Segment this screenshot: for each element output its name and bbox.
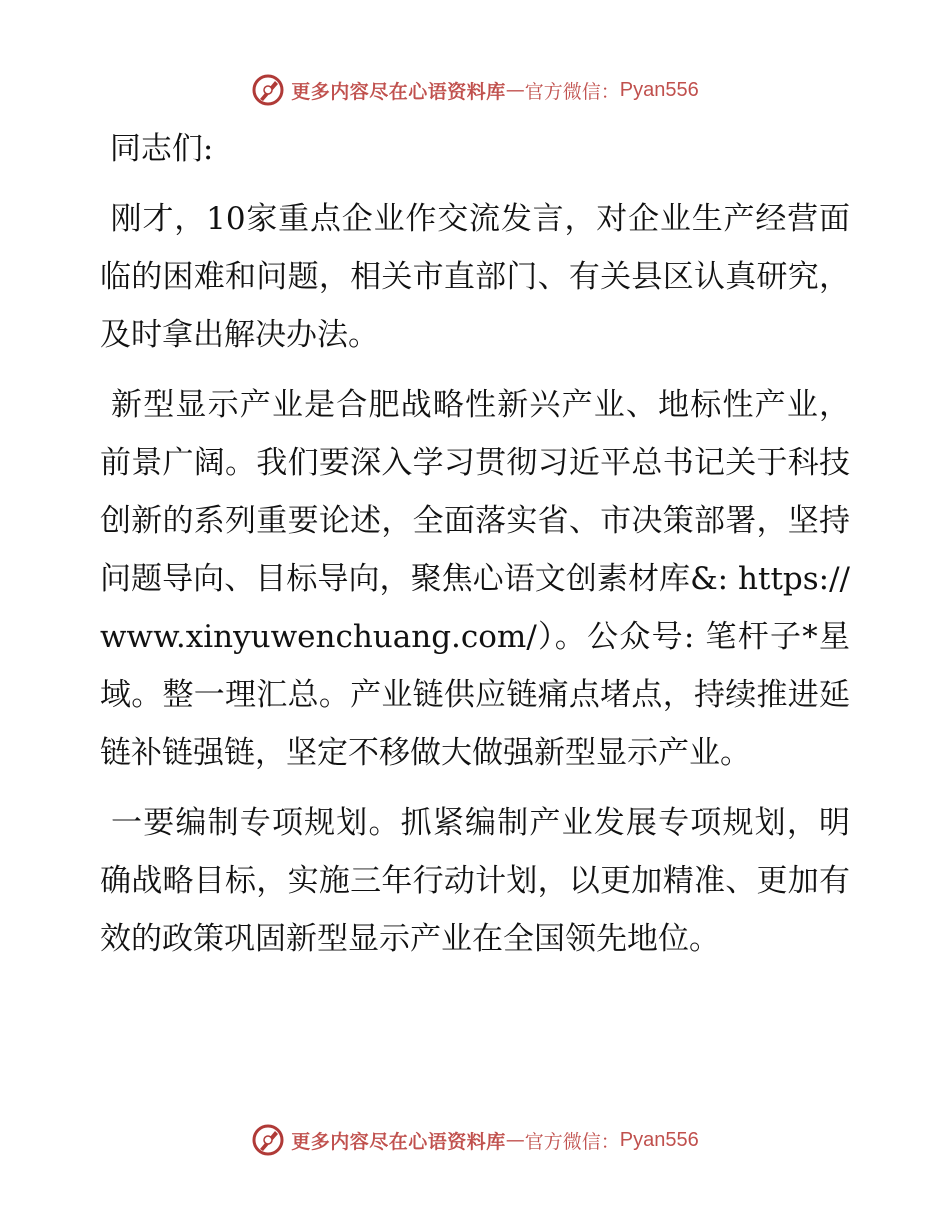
footer-watermark xyxy=(0,1120,950,1160)
quill-circle-logo-icon xyxy=(251,1123,285,1157)
watermark-separator: — xyxy=(505,1129,525,1151)
watermark-separator: — xyxy=(505,79,525,101)
document-body xyxy=(100,120,850,968)
quill-circle-logo-icon xyxy=(251,73,285,107)
watermark-wechat-label: 官方微信： xyxy=(524,80,620,103)
watermark-wechat-label: 官方微信： xyxy=(524,1130,620,1153)
paragraph-1: 刚才，10家重点企业作交流发言，对企业生产经营面临的困难和问题，相关市直部门、有关县区认真研究，及时拿出解决办法。 xyxy=(100,201,850,353)
header-watermark xyxy=(0,70,950,110)
paragraph-2: 新型显示产业是合肥战略性新兴产业、地标性产业，前景广阔。我们要深入学习贯彻习近平总书记关于科技创新的系列重要论述，全面落实省、市决策部署，坚持问题导向、目标导向，聚焦心语文创素材库&: https://www.xinyuwenchuang.com/）。公众号: 笔杆子*星域。整一理汇总。产业链供应链痛点堵点，持续推进延链补链强链，坚定不移做大做强新型显示产业。 xyxy=(100,387,851,771)
watermark-main-text: 更多内容尽在心语资料库 xyxy=(291,80,506,103)
salutation: 同志们: xyxy=(100,131,214,167)
watermark-main-text: 更多内容尽在心语资料库 xyxy=(291,1130,506,1153)
watermark-wechat-id: Pyan556 xyxy=(619,78,699,101)
paragraph-3: 一要编制专项规划。抓紧编制产业发展专项规划，明确战略目标，实施三年行动计划，以更加精准、更加有效的政策巩固新型显示产业在全国领先地位。 xyxy=(100,805,851,957)
watermark-wechat-id: Pyan556 xyxy=(619,1128,699,1151)
